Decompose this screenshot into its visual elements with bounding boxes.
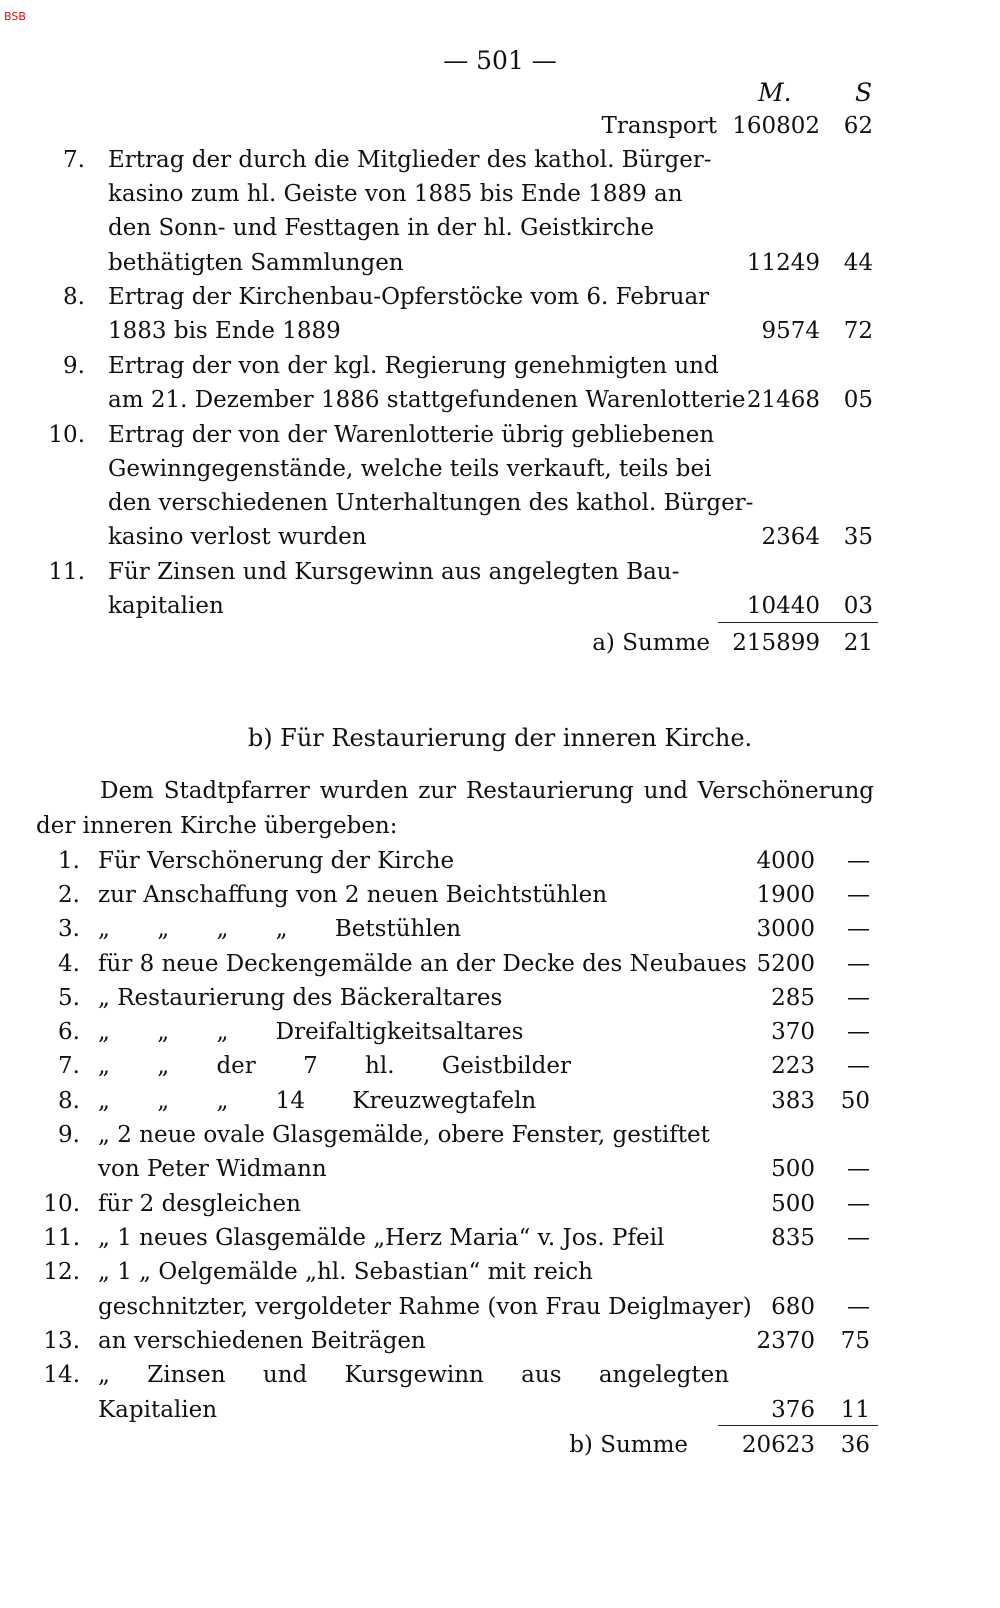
mark-unit-header: M. bbox=[758, 78, 792, 107]
amount-mark: 9574 bbox=[761, 318, 820, 344]
amount-mark: 10440 bbox=[746, 593, 820, 619]
sum-row bbox=[0, 1428, 1000, 1462]
item-number: 14. bbox=[43, 1362, 80, 1388]
list-item bbox=[0, 1221, 1000, 1255]
item-text-line: kasino verlost wurden bbox=[108, 524, 367, 550]
list-item bbox=[0, 349, 1000, 383]
amount-pfennig: — bbox=[847, 916, 870, 942]
amount-mark: 680 bbox=[771, 1294, 815, 1320]
item-number: 8. bbox=[63, 284, 85, 310]
item-text-line: an verschiedenen Beiträgen bbox=[98, 1328, 426, 1354]
amount-pfennig: — bbox=[847, 1294, 870, 1320]
amount-mark: 223 bbox=[771, 1053, 815, 1079]
amount-pfennig: 03 bbox=[843, 593, 873, 619]
list-item bbox=[0, 1187, 1000, 1221]
item-text-line: „ „ „ „ Betstühlen bbox=[98, 916, 462, 942]
item-text-line: am 21. Dezember 1886 stattgefundenen Warenlotterie bbox=[108, 387, 746, 413]
item-number: 1. bbox=[58, 848, 80, 874]
amount-mark: 500 bbox=[771, 1191, 815, 1217]
amount-pfennig: — bbox=[847, 985, 870, 1011]
transport-row bbox=[0, 109, 1000, 143]
item-text-line: für 2 desgleichen bbox=[98, 1191, 301, 1217]
item-text-line: Ertrag der von der kgl. Regierung genehmigten und bbox=[108, 353, 719, 379]
amount-mark: 383 bbox=[771, 1088, 815, 1114]
list-item bbox=[0, 555, 1000, 589]
amount-pfennig: — bbox=[847, 882, 870, 908]
item-text-line: „ „ „ Dreifaltigkeitsaltares bbox=[98, 1019, 524, 1045]
item-number: 2. bbox=[58, 882, 80, 908]
item-text-line: Für Zinsen und Kursgewinn aus angelegten Bau- bbox=[108, 559, 680, 585]
item-text-line: „ 1 „ Oelgemälde „hl. Sebastian“ mit reich bbox=[98, 1259, 593, 1285]
amount-mark: 4000 bbox=[756, 848, 815, 874]
amount-mark: 5200 bbox=[756, 951, 815, 977]
amount-mark: 2364 bbox=[761, 524, 820, 550]
item-number: 11. bbox=[43, 1225, 80, 1251]
amount-mark: 370 bbox=[771, 1019, 815, 1045]
item-number: 7. bbox=[63, 147, 85, 173]
amount-pfennig: 05 bbox=[843, 387, 873, 413]
item-text-line: 1883 bis Ende 1889 bbox=[108, 318, 341, 344]
amount-pfennig: — bbox=[847, 1019, 870, 1045]
amount-pfennig: — bbox=[847, 848, 870, 874]
amount-mark: 3000 bbox=[756, 916, 815, 942]
item-text-line: „ Restaurierung des Bäckeraltares bbox=[98, 985, 503, 1011]
pfennig-unit-header: S bbox=[855, 78, 873, 107]
amount-pfennig: 44 bbox=[843, 250, 873, 276]
amount-pfennig: 72 bbox=[843, 318, 873, 344]
item-text-line: „ „ der 7 hl. Geistbilder bbox=[98, 1053, 571, 1079]
item-number: 9. bbox=[63, 353, 85, 379]
item-number: 3. bbox=[58, 916, 80, 942]
section-intro: Dem Stadtpfarrer wurden zur Restaurierung und Verschönerung der inneren Kirche übergeben: bbox=[36, 778, 874, 839]
sum-rule bbox=[718, 622, 878, 623]
item-text-line: kapitalien bbox=[108, 593, 224, 619]
amount-pfennig: — bbox=[847, 1191, 870, 1217]
item-text-line: den Sonn- und Festtagen in der hl. Geistkirche bbox=[108, 215, 655, 241]
item-text-line: von Peter Widmann bbox=[98, 1156, 327, 1182]
item-number: 4. bbox=[58, 951, 80, 977]
amount-mark: 1900 bbox=[756, 882, 815, 908]
list-item bbox=[0, 912, 1000, 946]
list-item bbox=[0, 280, 1000, 314]
transport-label: Transport bbox=[601, 113, 717, 139]
amount-pfennig: 21 bbox=[843, 630, 873, 656]
item-text-line: kasino zum hl. Geiste von 1885 bis Ende 1889 an bbox=[108, 181, 683, 207]
item-text-line: „ 1 neues Glasgemälde „Herz Maria“ v. Jos. Pfeil bbox=[98, 1225, 665, 1251]
amount-mark: 500 bbox=[771, 1156, 815, 1182]
item-text-line: „ 2 neue ovale Glasgemälde, obere Fenster, gestiftet bbox=[98, 1122, 710, 1148]
list-item bbox=[0, 1255, 1000, 1289]
section-heading: b) Für Restaurierung der inneren Kirche. bbox=[247, 724, 753, 752]
item-text-line: geschnitzter, vergoldeter Rahme (von Frau Deiglmayer) bbox=[98, 1294, 752, 1320]
amount-pfennig: 35 bbox=[843, 524, 873, 550]
amount-mark: 160802 bbox=[732, 113, 820, 139]
amount-pfennig: — bbox=[847, 951, 870, 977]
item-number: 6. bbox=[58, 1019, 80, 1045]
item-text-line: den verschiedenen Unterhaltungen des kathol. Bürger- bbox=[108, 490, 754, 516]
item-text-line: „ Zinsen und Kursgewinn aus angelegten bbox=[98, 1362, 730, 1388]
item-number: 13. bbox=[43, 1328, 80, 1354]
item-text-line: Ertrag der Kirchenbau-Opferstöcke vom 6. Februar bbox=[108, 284, 710, 310]
page-number: — 501 — bbox=[443, 46, 557, 75]
item-number: 11. bbox=[48, 559, 85, 585]
item-text-line: zur Anschaffung von 2 neuen Beichtstühlen bbox=[98, 882, 608, 908]
sum-label: a) Summe bbox=[592, 630, 710, 656]
sum-rule bbox=[718, 1425, 878, 1426]
item-number: 10. bbox=[48, 422, 85, 448]
list-item bbox=[0, 418, 1000, 452]
item-text-line: für 8 neue Deckengemälde an der Decke des Neubaues bbox=[98, 951, 747, 977]
amount-mark: 21468 bbox=[746, 387, 820, 413]
item-number: 9. bbox=[58, 1122, 80, 1148]
amount-pfennig: 50 bbox=[840, 1088, 870, 1114]
item-number: 8. bbox=[58, 1088, 80, 1114]
list-item bbox=[0, 1324, 1000, 1358]
amount-pfennig: — bbox=[847, 1225, 870, 1251]
item-text-line: Ertrag der durch die Mitglieder des kathol. Bürger- bbox=[108, 147, 712, 173]
amount-pfennig: 75 bbox=[840, 1328, 870, 1354]
amount-mark: 285 bbox=[771, 985, 815, 1011]
item-text-line: Für Verschönerung der Kirche bbox=[98, 848, 455, 874]
amount-mark: 215899 bbox=[732, 630, 820, 656]
amount-pfennig: — bbox=[847, 1053, 870, 1079]
list-item bbox=[0, 1358, 1000, 1392]
list-item bbox=[0, 1084, 1000, 1118]
amount-mark: 835 bbox=[771, 1225, 815, 1251]
item-number: 5. bbox=[58, 985, 80, 1011]
item-number: 7. bbox=[58, 1053, 80, 1079]
item-text-line: Ertrag der von der Warenlotterie übrig gebliebenen bbox=[108, 422, 715, 448]
amount-mark: 376 bbox=[771, 1397, 815, 1423]
list-item bbox=[0, 1015, 1000, 1049]
item-text-line: Gewinngegenstände, welche teils verkauft, teils bei bbox=[108, 456, 712, 482]
amount-mark: 2370 bbox=[756, 1328, 815, 1354]
library-stamp: BSB bbox=[4, 10, 26, 23]
list-item bbox=[0, 981, 1000, 1015]
amount-pfennig: — bbox=[847, 1156, 870, 1182]
sum-row bbox=[0, 626, 1000, 660]
item-text-line: Kapitalien bbox=[98, 1397, 218, 1423]
amount-pfennig: 62 bbox=[843, 113, 873, 139]
item-number: 10. bbox=[43, 1191, 80, 1217]
amount-pfennig: 11 bbox=[840, 1397, 870, 1423]
sum-label: b) Summe bbox=[569, 1432, 688, 1458]
amount-mark: 11249 bbox=[746, 250, 820, 276]
list-item bbox=[0, 143, 1000, 177]
item-text-line: bethätigten Sammlungen bbox=[108, 250, 404, 276]
amount-mark: 20623 bbox=[741, 1432, 815, 1458]
amount-pfennig: 36 bbox=[840, 1432, 870, 1458]
list-item bbox=[0, 947, 1000, 981]
list-item bbox=[0, 1049, 1000, 1083]
list-item bbox=[0, 878, 1000, 912]
list-item bbox=[0, 844, 1000, 878]
list-item bbox=[0, 1118, 1000, 1152]
item-number: 12. bbox=[43, 1259, 80, 1285]
item-text-line: „ „ „ 14 Kreuzwegtafeln bbox=[98, 1088, 537, 1114]
